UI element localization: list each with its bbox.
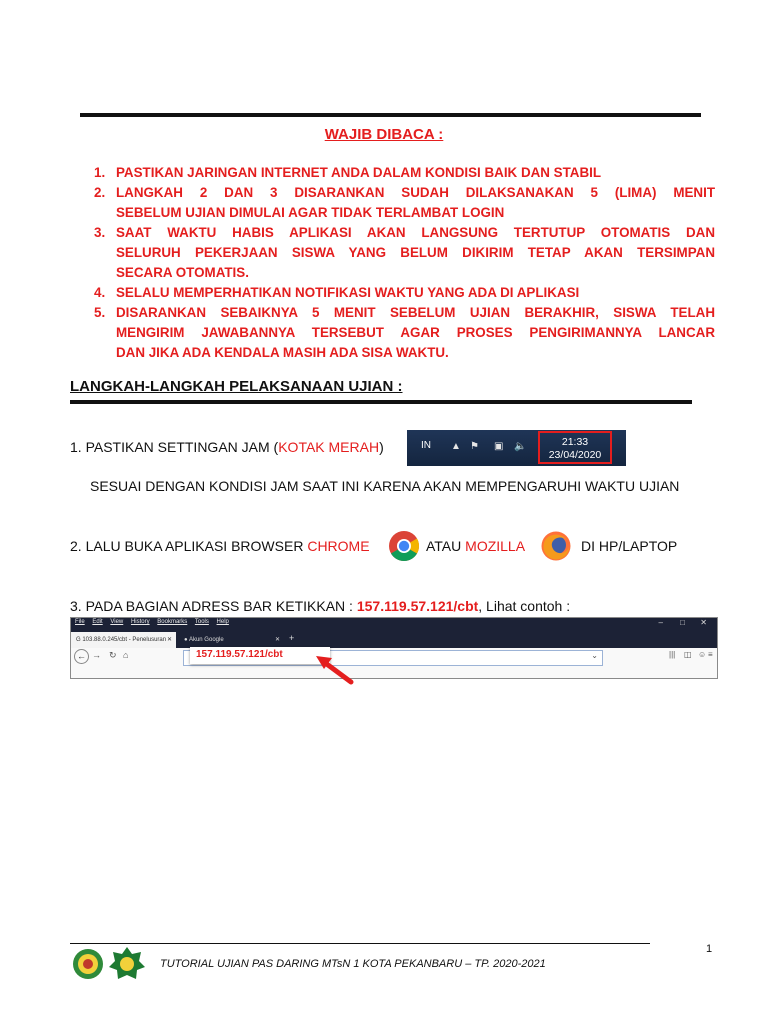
school-logo-icon bbox=[72, 948, 104, 980]
browser-navbar bbox=[71, 648, 717, 678]
section-rule bbox=[70, 400, 692, 404]
chevron-down-icon[interactable]: ⌄ bbox=[591, 651, 598, 660]
home-icon[interactable]: ⌂ bbox=[123, 650, 129, 660]
top-rule bbox=[80, 113, 701, 117]
close-tab-icon[interactable]: ✕ bbox=[166, 637, 172, 643]
network-icon: ▣ bbox=[494, 441, 504, 452]
ministry-logo-icon bbox=[108, 946, 146, 982]
volume-icon: 🔈 bbox=[514, 441, 527, 452]
chevron-up-icon: ▲ bbox=[451, 441, 461, 452]
browser-tabbar bbox=[71, 631, 717, 648]
step3-text: 3. PADA BAGIAN ADRESS BAR KETIKKAN : 157.119.57.121/cbt, Lihat contoh : bbox=[70, 598, 571, 614]
step1-continuation: SESUAI DENGAN KONDISI JAM SAAT INI KARENA AKAN MEMPENGARUHI WAKTU UJIAN bbox=[90, 478, 680, 494]
close-window-icon[interactable]: ✕ bbox=[700, 618, 707, 627]
browser-menubar bbox=[71, 618, 717, 631]
restore-icon[interactable]: □ bbox=[680, 618, 685, 627]
notice-item-1: 1. PASTIKAN JARINGAN INTERNET ANDA DALAM KONDISI BAIK DAN STABIL bbox=[94, 165, 602, 180]
menu-bookmarks[interactable]: Bookmarks bbox=[157, 619, 188, 625]
menu-file[interactable]: File bbox=[75, 619, 85, 625]
minimize-icon[interactable]: – bbox=[658, 618, 663, 627]
url-typed-overlay bbox=[190, 647, 330, 664]
page-number: 1 bbox=[706, 943, 713, 955]
step1-text: 1. PASTIKAN SETTINGAN JAM (KOTAK MERAH) bbox=[70, 439, 384, 455]
reload-icon[interactable]: ↻ bbox=[109, 650, 117, 660]
step2-suffix: DI HP/LAPTOP bbox=[581, 538, 678, 554]
notice-title: WAJIB DIBACA : bbox=[324, 126, 444, 143]
google-icon: ● bbox=[184, 637, 188, 643]
browser-screenshot bbox=[70, 617, 718, 679]
library-icon[interactable]: ||| bbox=[669, 650, 676, 659]
hamburger-menu-icon[interactable]: ≡ bbox=[708, 650, 713, 659]
notice-item-3: 3. SAAT WAKTU HABIS APLIKASI AKAN LANGSUNG TERTUTUP OTOMATIS DAN SELURUH PEKERJAAN SISWA YANG BELUM DIKIRIM TETAP AKAN TERSIMPAN SECARA OTOMATIS. bbox=[94, 225, 715, 280]
footer-rule bbox=[70, 943, 650, 944]
red-arrow-icon bbox=[314, 652, 354, 686]
step2-middle: ATAU MOZILLA bbox=[426, 538, 526, 554]
forward-icon[interactable]: → bbox=[92, 650, 101, 660]
google-icon: G bbox=[76, 637, 81, 643]
clock-date: 23/04/2020 bbox=[548, 449, 602, 461]
new-tab-icon[interactable]: + bbox=[289, 633, 295, 643]
close-tab-icon[interactable]: ✕ bbox=[274, 637, 280, 643]
firefox-icon bbox=[540, 530, 572, 562]
menu-history[interactable]: History bbox=[130, 619, 150, 625]
notice-list bbox=[94, 163, 715, 363]
clock-time: 21:33 bbox=[561, 436, 589, 448]
footer-text: TUTORIAL UJIAN PAS DARING MTsN 1 KOTA PEKANBARU – TP. 2020-2021 bbox=[160, 958, 546, 970]
flag-icon: ⚑ bbox=[470, 441, 479, 452]
typed-url: 157.119.57.121/cbt bbox=[196, 649, 283, 660]
menu-tools[interactable]: Tools bbox=[194, 619, 209, 625]
tab-search[interactable]: G 103.88.0.245/cbt - Penelusuran ✕ bbox=[71, 632, 176, 648]
tab-google-account[interactable]: ● Akun Google ✕ bbox=[179, 632, 284, 648]
clock-highlight-box bbox=[538, 431, 612, 464]
menu-edit[interactable]: Edit bbox=[92, 619, 103, 625]
menu-help[interactable]: Help bbox=[216, 619, 229, 625]
chrome-icon bbox=[388, 530, 420, 562]
sidebar-icon[interactable]: ◫ bbox=[684, 650, 692, 659]
back-icon[interactable]: ← bbox=[74, 649, 89, 664]
language-indicator: IN bbox=[421, 440, 431, 451]
step2-prefix: 2. LALU BUKA APLIKASI BROWSER CHROME bbox=[70, 538, 370, 554]
notice-item-5: 5. DISARANKAN SEBAIKNYA 5 MENIT SEBELUM UJIAN BERAKHIR, SISWA TELAH MENGIRIM JAWABANNYA TERSEBUT AGAR PROSES PENGIRIMANNYA LANCAR DAN JIKA ADA KENDALA MASIH ADA SISA WAKTU. bbox=[94, 305, 715, 360]
notice-item-2: 2. LANGKAH 2 DAN 3 DISARANKAN SUDAH DILAKSANAKAN 5 (LIMA) MENIT SEBELUM UJIAN DIMULAI AGAR TIDAK TERLAMBAT LOGIN bbox=[94, 185, 715, 220]
menu-view[interactable]: View bbox=[110, 619, 124, 625]
taskbar-screenshot bbox=[407, 430, 626, 466]
notice-item-4: 4. SELALU MEMPERHATIKAN NOTIFIKASI WAKTU YANG ADA DI APLIKASI bbox=[94, 285, 580, 300]
section-title: LANGKAH-LANGKAH PELAKSANAAN UJIAN : bbox=[70, 378, 403, 395]
account-icon[interactable]: ☺ bbox=[698, 650, 707, 659]
